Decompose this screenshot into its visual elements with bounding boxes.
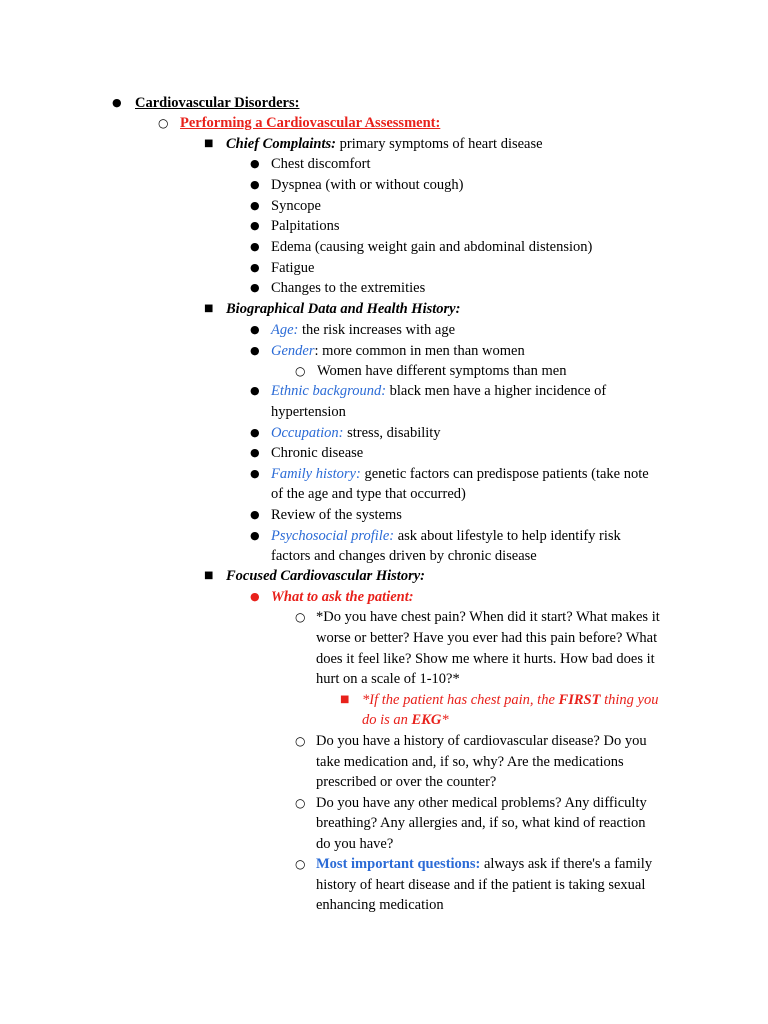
question-line: history of heart disease and if the patient is taking sexual (316, 877, 646, 893)
psych-label: Psychosocial profile: (271, 528, 395, 544)
question-line (316, 854, 652, 874)
bullet-marker: ○ (295, 610, 306, 624)
bullet-marker: ● (250, 323, 260, 336)
list-item: Fatigue (271, 260, 315, 276)
bullet-marker: ■ (204, 138, 214, 149)
bullet-marker: ● (250, 240, 260, 253)
bullet-marker: ■ (204, 570, 214, 581)
age-label: Age: (271, 322, 299, 338)
question-line: Do you have a history of cardiovascular disease? Do you (316, 733, 647, 749)
bullet-marker: ■ (204, 303, 214, 314)
question-line: hurt on a scale of 1-10?* (316, 671, 460, 687)
bullet-marker: ● (250, 446, 260, 459)
question-line: enhancing medication (316, 897, 444, 913)
bullet-marker: ○ (295, 796, 306, 810)
ekg-note-b: thing you (600, 692, 659, 708)
bullet-marker: ● (250, 384, 260, 397)
bullet-marker: ■ (340, 694, 350, 705)
gender-text: : more common in men than women (314, 343, 525, 359)
bullet-marker: ○ (158, 116, 169, 130)
ekg-note-line (362, 710, 449, 730)
list-item (271, 341, 525, 361)
bullet-marker: ● (250, 590, 260, 603)
bullet-marker: ● (250, 261, 260, 274)
list-item (271, 320, 455, 340)
bullet-marker: ● (250, 178, 260, 191)
list-item: Edema (causing weight gain and abdominal distension) (271, 239, 593, 255)
list-item: Review of the systems (271, 507, 402, 523)
chief-complaints-text: primary symptoms of heart disease (335, 136, 543, 152)
list-item: Syncope (271, 198, 321, 214)
list-item-continued: of the age and type that occurred) (271, 486, 466, 502)
bullet-marker: ● (250, 344, 260, 357)
question-line: *Do you have chest pain? When did it start? What makes it (316, 609, 660, 625)
subheading: Performing a Cardiovascular Assessment: (180, 115, 441, 131)
family-text: genetic factors can predispose patients (take note (360, 466, 649, 482)
bullet-marker: ○ (295, 734, 306, 748)
ekg-note-first: FIRST (558, 692, 601, 708)
biographical-label: Biographical Data and Health History: (226, 301, 461, 317)
bullet-marker: ○ (295, 364, 306, 378)
what-to-ask-label: What to ask the patient: (271, 589, 414, 605)
list-item-continued: hypertension (271, 404, 346, 420)
ethnic-label: Ethnic background: (271, 383, 387, 399)
family-label: Family history: (271, 466, 361, 482)
ekg-note-a: *If the patient has chest pain, the (362, 692, 559, 708)
question-line: Do you have any other medical problems? Any difficulty (316, 795, 647, 811)
bullet-marker: ● (250, 467, 260, 480)
gender-label: Gender (271, 343, 315, 359)
most-important-text: always ask if there's a family (480, 856, 653, 872)
list-item (271, 423, 441, 443)
bullet-marker: ● (250, 281, 260, 294)
list-item-continued: factors and changes driven by chronic disease (271, 548, 537, 564)
list-item: Changes to the extremities (271, 280, 426, 296)
most-important-label: Most important questions: (316, 856, 481, 872)
question-line: does it feel like? Show me where it hurts. How bad does it (316, 651, 655, 667)
bullet-marker: ○ (295, 857, 306, 871)
list-item (271, 464, 649, 484)
heading: Cardiovascular Disorders: (135, 95, 300, 111)
question-line: breathing? Any allergies and, if so, what kind of reaction (316, 815, 646, 831)
ekg-note-c: do is an (362, 712, 412, 728)
list-item: Women have different symptoms than men (317, 363, 567, 379)
bullet-marker: ● (250, 426, 260, 439)
list-item: Chronic disease (271, 445, 364, 461)
psych-text: ask about lifestyle to help identify risk (394, 528, 621, 544)
ekg-note-ekg: EKG (411, 712, 442, 728)
occupation-text: stress, disability (343, 425, 441, 441)
ethnic-text: black men have a higher incidence of (386, 383, 607, 399)
chief-complaints-line (226, 134, 543, 154)
list-item (271, 526, 621, 546)
ekg-note-line (362, 690, 658, 710)
list-item: Dyspnea (with or without cough) (271, 177, 464, 193)
list-item: Palpitations (271, 218, 340, 234)
question-line: prescribed or over the counter? (316, 774, 497, 790)
list-item: Chest discomfort (271, 156, 371, 172)
bullet-marker: ● (112, 96, 122, 109)
bullet-marker: ● (250, 529, 260, 542)
question-line: do you have? (316, 836, 394, 852)
ekg-note-d: * (441, 712, 449, 728)
occupation-label: Occupation: (271, 425, 344, 441)
chief-complaints-label: Chief Complaints: (226, 136, 336, 152)
focused-label: Focused Cardiovascular History: (226, 568, 425, 584)
list-item (271, 381, 606, 401)
question-line: worse or better? Have you ever had this pain before? What (316, 630, 658, 646)
bullet-marker: ● (250, 219, 260, 232)
bullet-marker: ● (250, 157, 260, 170)
age-text: the risk increases with age (298, 322, 456, 338)
bullet-marker: ● (250, 508, 260, 521)
question-line: take medication and, if so, why? Are the medications (316, 754, 624, 770)
bullet-marker: ● (250, 199, 260, 212)
